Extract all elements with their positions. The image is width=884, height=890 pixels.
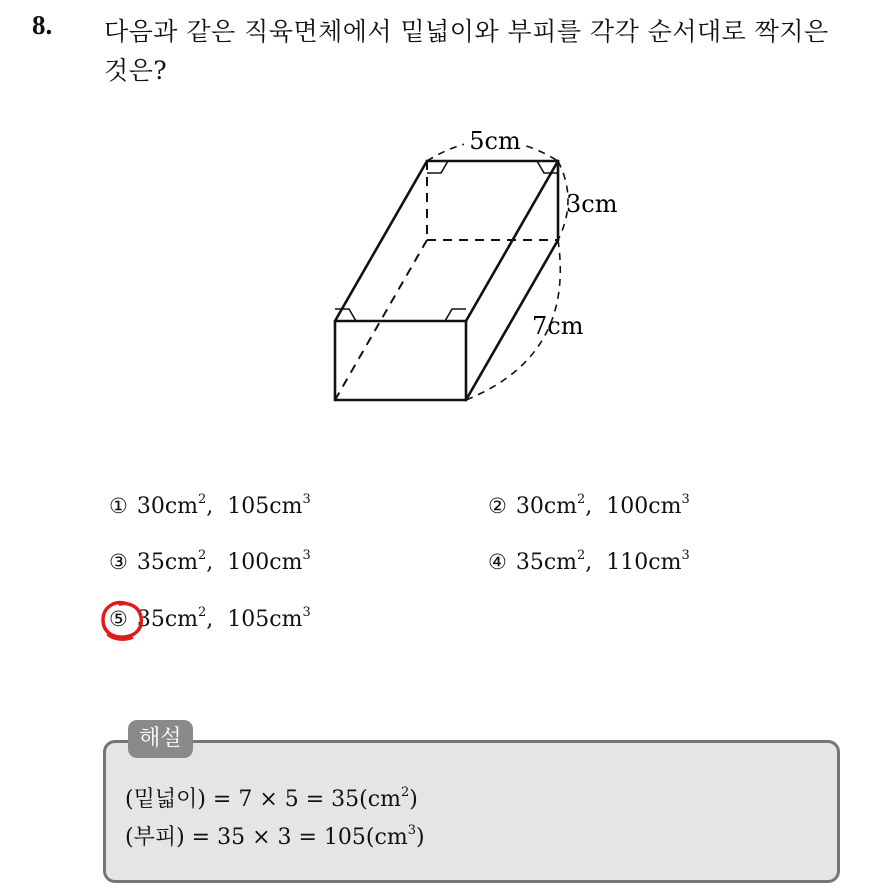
right-angle-mark [427,161,448,173]
choice-4[interactable]: ④ $35cm^2$, $110cm^3$ [488,548,690,575]
edge [335,161,427,321]
selected-answer-circle-mark [98,598,146,642]
choice-number: ⑤ [109,607,128,631]
width-label: 5cm [469,127,521,155]
choice-number: ② [488,494,507,518]
question-line-1: 다음과 같은 직육면체에서 밑넓이와 부피를 각각 순서대로 짝지은 [104,17,829,46]
cuboid-figure [300,118,640,408]
choice-2[interactable]: ② $30cm^2$, $100cm^3$ [488,492,690,519]
question-line-2: 것은? [104,56,168,85]
depth-label: 7cm [532,312,584,340]
solution-line-1: (밑넓이) = $7 \times 5 = 35(cm^2)$ [125,785,418,812]
choice-number: ① [109,494,128,518]
height-label: 3cm [566,190,618,218]
choice-number: ④ [488,550,507,574]
right-angle-mark [445,309,466,321]
question-number: 8. [32,10,53,40]
choice-1[interactable]: ① $30cm^2$, $105cm^3$ [109,492,311,519]
choice-number: ③ [109,550,128,574]
solution-line-2: (부피) = $35 \times 3 = 105(cm^3)$ [125,823,425,850]
choice-5[interactable]: ⑤ $35cm^2$, $105cm^3$ [109,605,311,632]
choice-3[interactable]: ③ $35cm^2$, $100cm^3$ [109,548,311,575]
solution-tag: 해설 [128,720,193,758]
question-text [104,12,869,90]
